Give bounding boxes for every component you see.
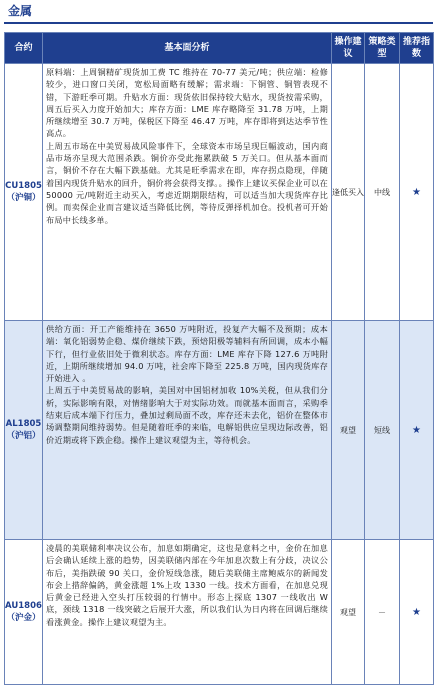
analysis-paragraph: 原料端：上周铜精矿现货加工费 TC 维持在 70-77 美元/吨；供应端：检修较少，进口窗口关闭，宽松局面略有缓解；需求端：下铜管、铜管表现不错，下游旺季可期。升贴水方面：现货依旧保持较大贴水，现货按需采购，周五后买入力度开始加大；库存方面：LME 库存略降至 31.78 万吨，上期所继续增至 30.7 万吨，保税区下降至 46.47 万吨，库存即将到达达季节性高点。 [46,67,328,139]
table-row-al [5,321,434,540]
header-index: 推荐指数 [400,33,434,64]
analysis-paragraph: 上周五于中美贸易战的影响，美国对中国铝材加收 10%关税，但从我们分析，实际影响有限，对情绪影响大于对实际功效。而就基本面而言，采购季结束后成本端下行压力，叠加过剩局面不改，库存还未去化，铝价在整体市场调整期间维持弱势。但是随着旺季的来临，电解铝供应呈现边际改善，铝价近期或将下跌企稳。操作上建议观望为主，等待机会。 [46,385,328,445]
analysis-paragraph: 上周五市场在中美贸易战风险事件下，全球资本市场呈现巨幅波动，国内商品市场亦呈现大范围杀跌。铜价亦受此拖累跌破 5 万关口。但从基本面而言，铜价不存在大幅下跌基础。尤其是旺季需求在即，库存拐点隐现，伴随着国内现货升贴水的回升，铜价将会获得支撑。。操作上建议买保企业可以在 50000 元/吨附近主动买入，考虑近期期限结构，可以适当加大现货库存比例。而卖保企业而言建议适当降低比例，等待反弹择机加仓。投机者可开始布局中长线多单。 [46,140,328,225]
contract-cell [5,321,43,540]
contract-cell [5,540,43,685]
analysis-cell [43,321,332,540]
strategy-cell: 短线 [365,321,400,540]
analysis-cell [43,540,332,685]
contract-name: （沪金） [6,613,41,623]
table-header-row [5,33,434,64]
star-icon: ★ [400,540,434,685]
header-strategy: 策略类型 [365,33,400,64]
table-row-au [5,540,434,685]
section-title: 金属 [8,4,33,18]
contract-cell [5,64,43,321]
suggestion-cell: 观望 [332,540,365,685]
header-analysis: 基本面分析 [43,33,332,64]
star-icon: ★ [400,64,434,321]
metals-analysis-table [4,32,434,685]
star-icon: ★ [400,321,434,540]
analysis-paragraph: 凌晨的美联储利率决议公布，加息如期确定，这也是意料之中，金价在加息后会确认延续上涨的趋势，因美联储内部在今年加息次数上有分歧，决议公布后，美指跌破 90 关口，金价短线急涨，随后美联储主席鲍威尔的新闻发布会上措辞偏鸽，黄金涨超 1%上攻 1330 一线。技术方面看，在加息兑现后黄金已经进入空头打压较弱的行情中。形态上探底 1307 一线收出 W 底，颈线 1318 一线突破之后展开大涨，所以我们认为日内将在回调后继续看涨黄金。操作上建议观望为主。 [46,543,328,627]
analysis-paragraph: 供给方面：开工产能维持在 3650 万吨附近，投复产大幅不及预期；成本端：氧化铝弱势企稳、煤价继续下跌，预焙阳极等辅料有所回调，成本小幅下行，但行业依旧处于微利状态。库存方面：LME 库存下降 127.6 万吨附近，上期所继续增加 94.0 万吨，社会库下降至 225.8 万吨，国内现货库存开始进入 。 [46,324,328,384]
header-contract: 合约 [5,33,43,64]
header-suggestion: 操作建议 [332,33,365,64]
title-divider [4,22,433,24]
contract-code: AU1806 [5,601,42,611]
analysis-cell [43,64,332,321]
contract-code: CU1805 [5,181,42,191]
table-row-cu [5,64,434,321]
strategy-cell: 中线 [365,64,400,321]
strategy-cell: － [365,540,400,685]
contract-name: （沪铝） [6,431,41,441]
contract-name: （沪铜） [6,193,41,203]
contract-code: AL1805 [5,419,42,429]
suggestion-cell: 观望 [332,321,365,540]
suggestion-cell: 逢低买入 [332,64,365,321]
